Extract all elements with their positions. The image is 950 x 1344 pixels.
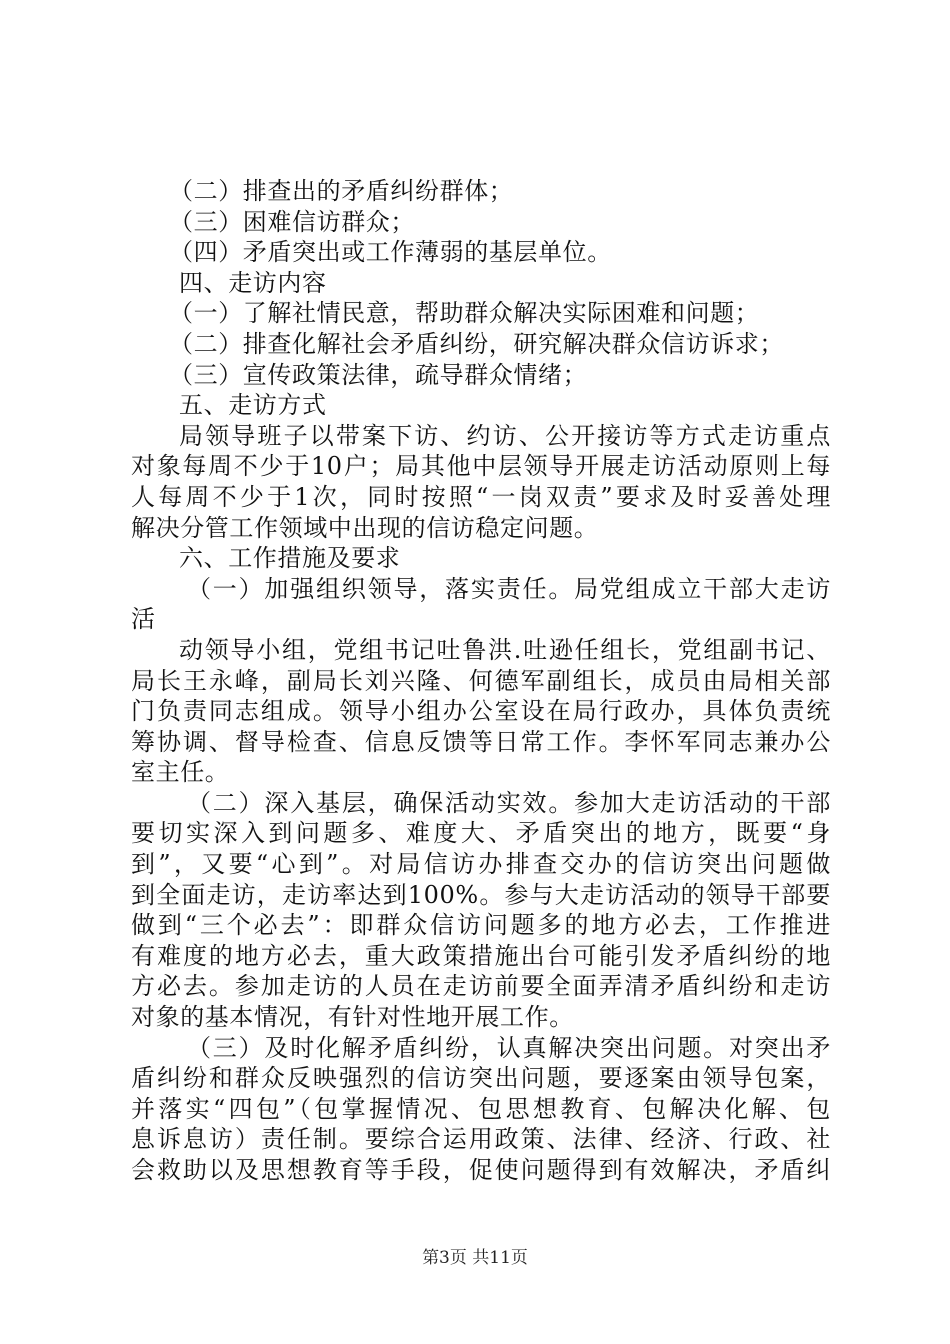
- text-line: （二）深入基层，确保活动实效。参加大走访活动的干部: [187, 788, 831, 817]
- text-line: 对象的基本情况，有针对性地开展工作。: [131, 1003, 574, 1032]
- page-footer: 第3页 共11页: [422, 1248, 528, 1268]
- text-line: （二）排查化解社会矛盾纠纷，研究解决群众信访诉求；: [169, 329, 784, 358]
- text-line: 筹协调、督导检查、信息反馈等日常工作。李怀军同志兼办公: [131, 727, 831, 756]
- text-line: 方必去。参加走访的人员在走访前要全面弄清矛盾纠纷和走访: [131, 972, 831, 1001]
- text-line: 六、工作措施及要求: [179, 544, 401, 573]
- text-line: （二）排查出的矛盾纠纷群体；: [169, 177, 514, 205]
- text-line: 会救助以及思想教育等手段，促使问题得到有效解决，矛盾纠: [131, 1156, 831, 1184]
- text-line: 息诉息访）责任制。要综合运用政策、法律、经济、行政、社: [131, 1125, 831, 1154]
- text-line: 门负责同志组成。领导小组办公室设在局行政办，具体负责统: [131, 697, 831, 726]
- text-line: 要切实深入到问题多、难度大、矛盾突出的地方，既要“身: [131, 819, 831, 848]
- text-line: （四）矛盾突出或工作薄弱的基层单位。: [169, 238, 612, 267]
- text-line: 到全面走访，走访率达到100%。参与大走访活动的领导干部要: [131, 880, 831, 909]
- text-line: 活: [131, 605, 156, 634]
- text-line: （三）宣传政策法律，疏导群众情绪；: [169, 360, 588, 389]
- text-line: （一）加强组织领导，落实责任。局党组成立干部大走访: [187, 574, 831, 603]
- text-line: 盾纠纷和群众反映强烈的信访突出问题，要逐案由领导包案，: [131, 1064, 831, 1093]
- text-line: （一）了解社情民意，帮助群众解决实际困难和问题；: [169, 299, 760, 328]
- text-line: 对象每周不少于10户；局其他中层领导开展走访活动原则上每: [131, 452, 831, 481]
- text-line: 动领导小组，党组书记吐鲁洪.吐逊任组长，党组副书记、: [179, 635, 831, 664]
- text-line: 四、走访内容: [179, 268, 327, 297]
- text-line: 室主任。: [131, 758, 230, 787]
- text-line: （三）及时化解矛盾纠纷，认真解决突出问题。对突出矛: [187, 1033, 831, 1062]
- text-line: 五、走访方式: [179, 391, 327, 420]
- text-line: 到”，又要“心到”。对局信访办排查交办的信访突出问题做: [131, 850, 831, 879]
- text-line: 人每周不少于1次，同时按照“一岗双责”要求及时妥善处理: [131, 482, 831, 511]
- text-line: 解决分管工作领域中出现的信访稳定问题。: [131, 513, 599, 542]
- text-line: 有难度的地方必去，重大政策措施出台可能引发矛盾纠纷的地: [131, 941, 831, 970]
- document-body: [131, 176, 831, 1186]
- text-line: （三）困难信访群众；: [169, 207, 415, 236]
- text-line: 局长王永峰，副局长刘兴隆、何德军副组长，成员由局相关部: [131, 666, 831, 695]
- text-line: 并落实“四包”（包掌握情况、包思想教育、包解决化解、包: [131, 1094, 831, 1123]
- text-line: 做到“三个必去”：即群众信访问题多的地方必去，工作推进: [131, 911, 831, 940]
- text-line: 局领导班子以带案下访、约访、公开接访等方式走访重点: [179, 421, 831, 450]
